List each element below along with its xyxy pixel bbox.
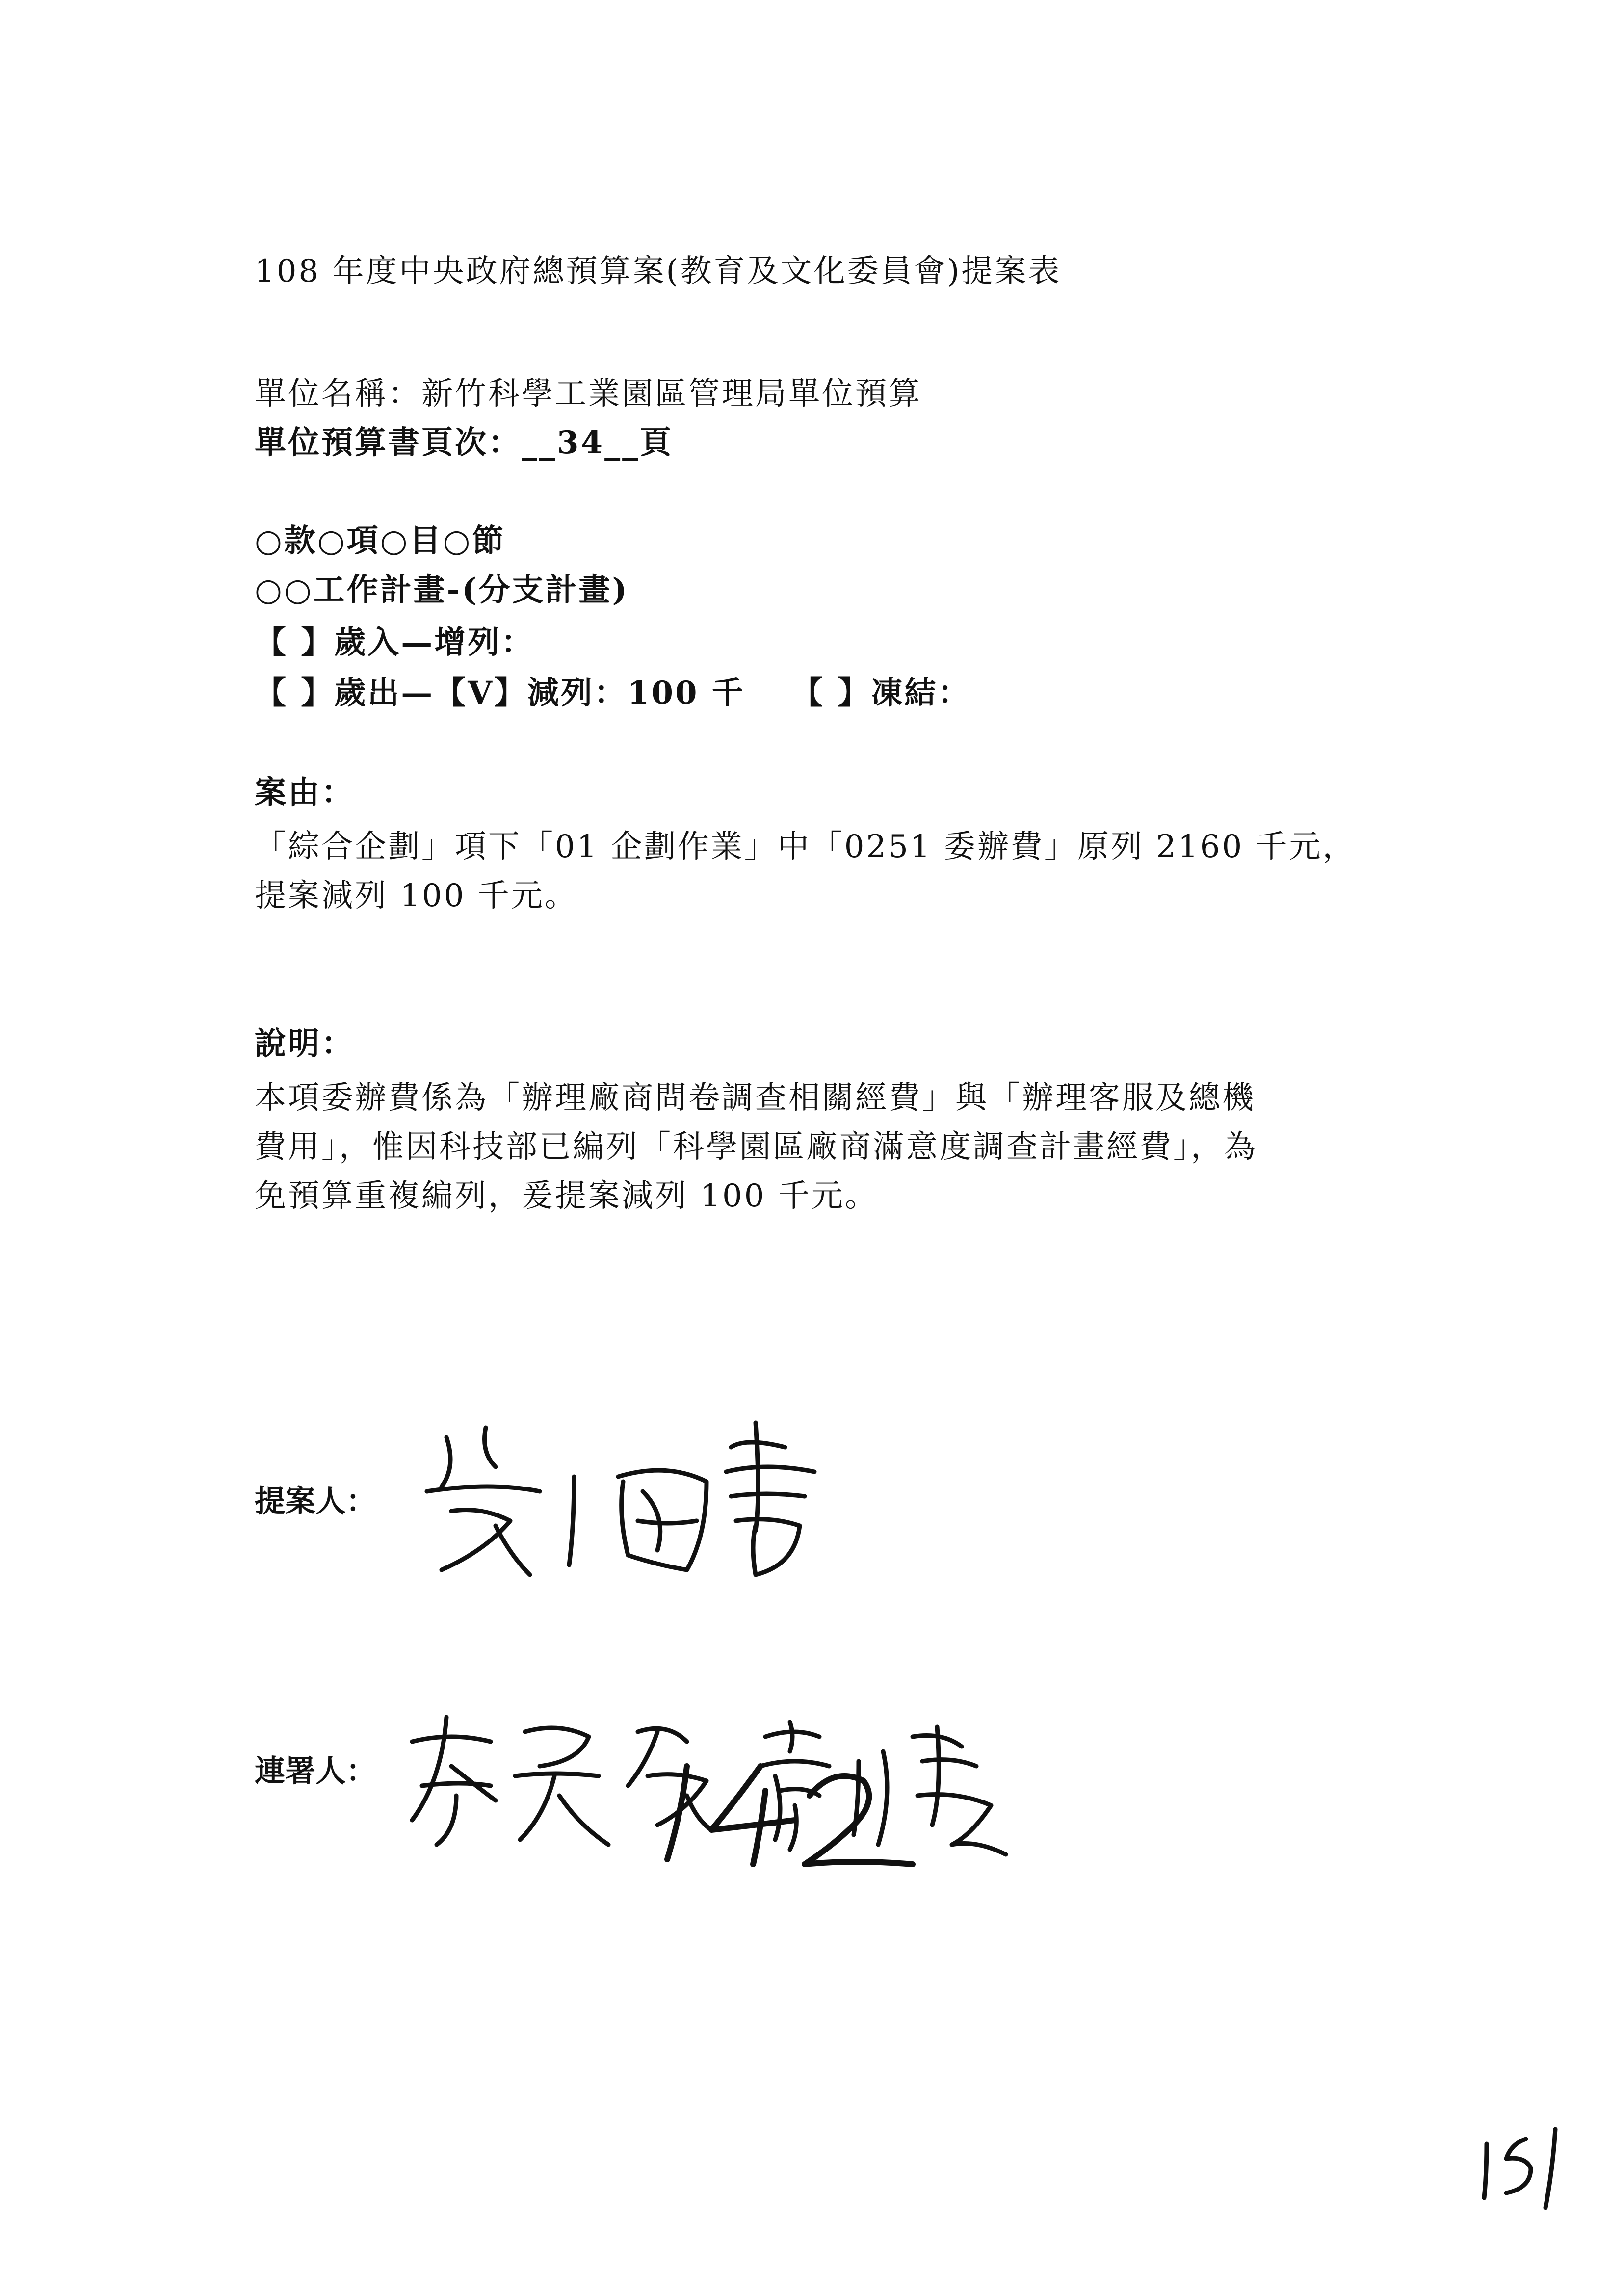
cosigners-label: 連署人： — [255, 1753, 377, 1789]
document-title: 108 年度中央政府總預算案(教育及文化委員會)提案表 — [255, 253, 1062, 289]
proposer-signature — [412, 1408, 854, 1604]
classification-line-3: 【 】歲入—增列： — [255, 624, 535, 661]
explanation-text-line-2: 費用」，惟因科技部已編列「科學園區廠商滿意度調查計畫經費」，為 — [255, 1129, 1257, 1165]
budget-page-line — [255, 419, 673, 467]
budget-page-suffix: 頁 — [640, 424, 674, 461]
handwritten-page-number — [648, 1747, 922, 1874]
explanation-heading: 說明： — [255, 1025, 355, 1062]
classification-line-1: ○款○項○目○節 — [255, 522, 506, 559]
classification-line-2: ○○工作計畫-(分支計畫) — [255, 572, 629, 608]
reason-heading: 案由： — [255, 774, 355, 811]
classification-line-4: 【 】歲出—【V】減列：100 千 【 】凍結： — [255, 675, 971, 711]
budget-page-number: __34__ — [522, 424, 640, 461]
explanation-text-line-3: 免預算重複編列，爰提案減列 100 千元。 — [255, 1178, 878, 1214]
reason-text-line-2: 提案減列 100 千元。 — [255, 878, 578, 914]
reason-text-line-1: 「綜合企劃」項下「01 企劃作業」中「0251 委辦費」原列 2160 千元， — [255, 829, 1356, 865]
explanation-text-line-1: 本項委辦費係為「辦理廠商問卷調查相關經費」與「辦理客服及總機 — [255, 1080, 1256, 1116]
proposer-label: 提案人： — [255, 1483, 377, 1519]
budget-page-label: 單位預算書頁次： — [255, 424, 522, 461]
corner-page-number — [1472, 2119, 1570, 2218]
unit-name: 單位名稱：新竹科學工業園區管理局單位預算 — [255, 376, 922, 412]
